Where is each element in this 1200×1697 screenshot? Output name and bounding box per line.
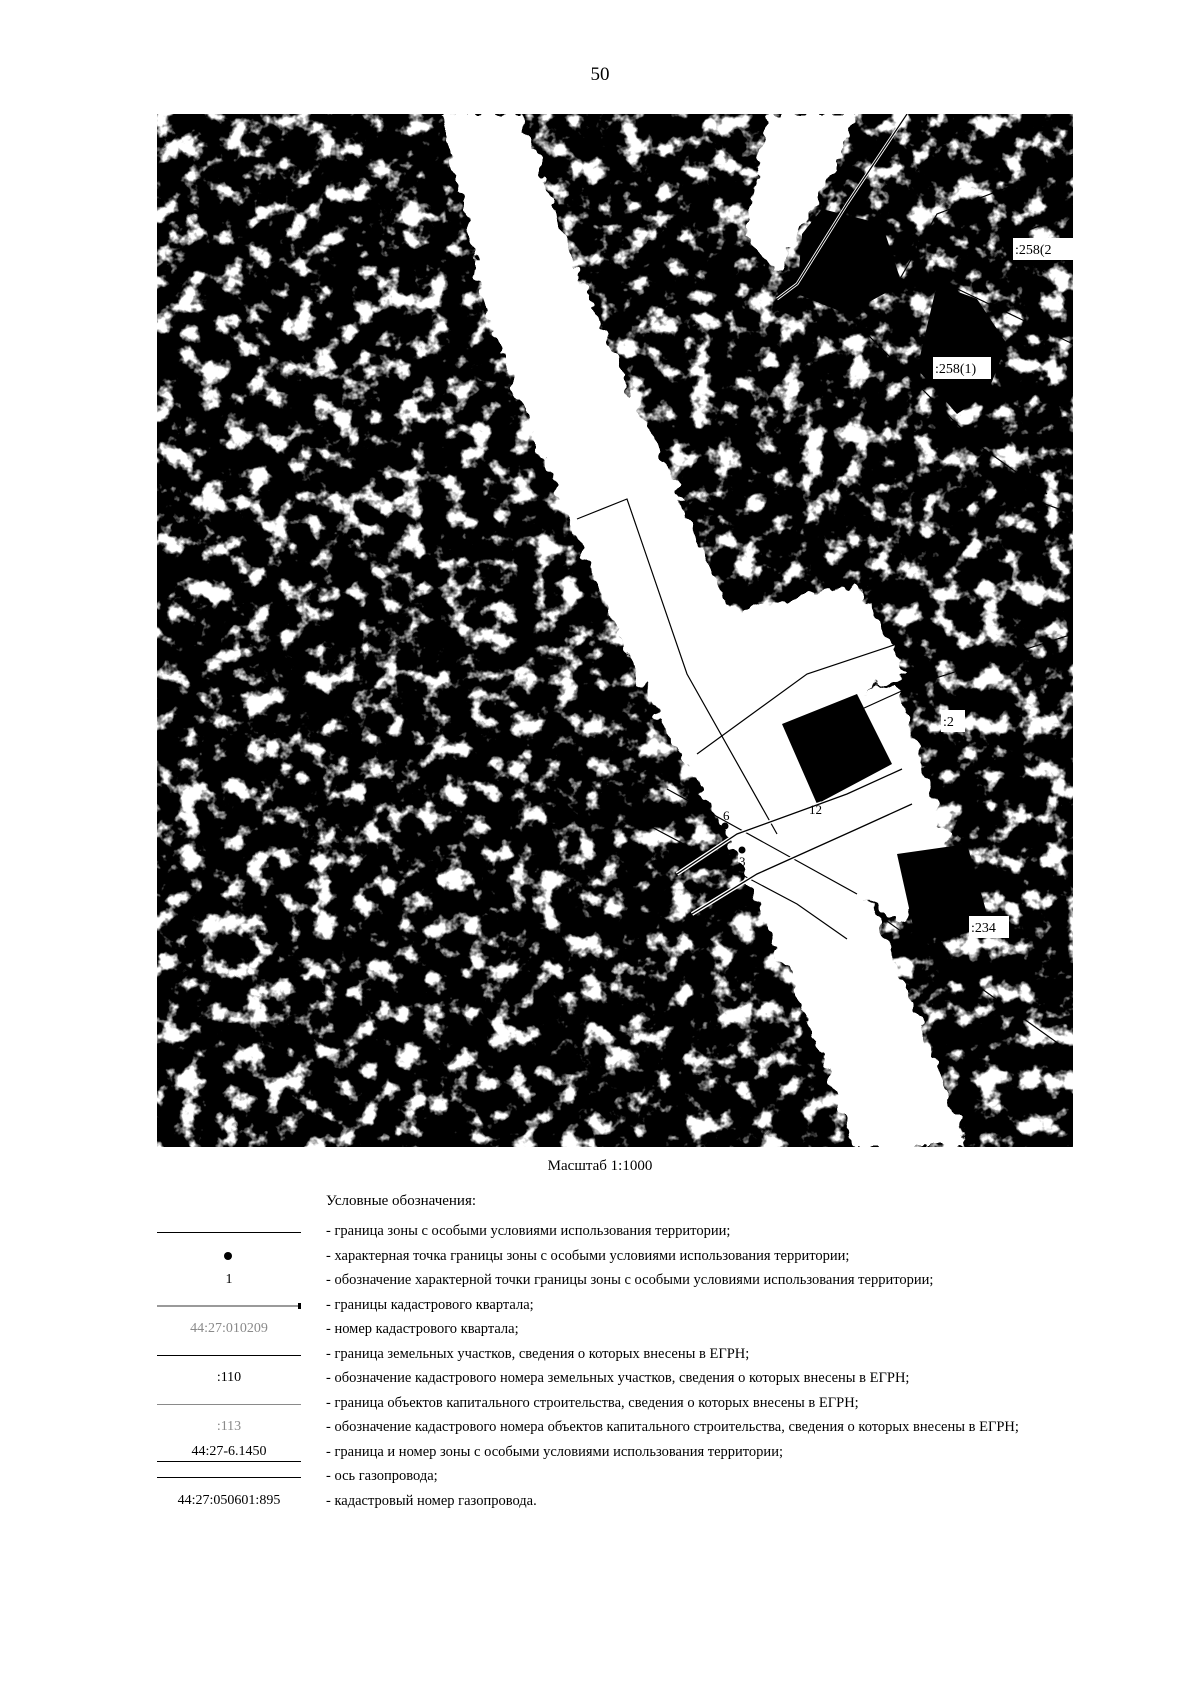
legend-row: [157, 1367, 1157, 1392]
legend-text: - границы кадастрового квартала;: [326, 1296, 534, 1313]
legend-text: - обозначение кадастрового номера объектов капитального строительства, сведения о которых внесены в ЕГРН;: [326, 1419, 1019, 1435]
point-label-3: 3: [739, 854, 746, 869]
cadastral-quarter-number-symbol: 44:27:010209: [190, 1321, 268, 1336]
legend-row: [157, 1318, 1157, 1343]
point-label-9: 9: [841, 762, 848, 777]
zone-boundary-line-symbol: [157, 1232, 301, 1233]
legend-title: Условные обозначения:: [326, 1193, 477, 1209]
aerial-map: [157, 114, 1073, 1147]
legend: [157, 1220, 1157, 1514]
land-plot-number-symbol: :110: [216, 1370, 242, 1385]
boundary-point-7: [822, 769, 829, 776]
boundary-point-8: [830, 766, 837, 773]
legend-text: - номер кадастрового квартала;: [326, 1321, 519, 1337]
legend-row: [157, 1220, 1157, 1245]
legend-row: [157, 1245, 1157, 1270]
zone-number-symbol: 44:27-6.1450: [157, 1444, 301, 1460]
point-label-6: 6: [723, 808, 730, 823]
legend-text: - характерная точка границы зоны с особыми условиями использования территории;: [326, 1247, 850, 1264]
legend-row: [157, 1490, 1157, 1515]
gas-pipeline-number-symbol: 44:27:050601:895: [177, 1492, 281, 1508]
foliage-texture: [157, 114, 1073, 1147]
cadastral-quarter-line-symbol: [157, 1305, 301, 1307]
page-number: 50: [590, 64, 610, 85]
legend-row: [157, 1269, 1157, 1294]
parcel-label-2: :2: [943, 715, 954, 730]
legend-row: [157, 1392, 1157, 1417]
legend-text: - ось газопровода;: [326, 1468, 438, 1484]
legend-text: - обозначение кадастрового номера земельных участков, сведения о которых внесены в ЕГРН;: [326, 1370, 910, 1386]
boundary-point-6: [722, 823, 729, 830]
point-label-8: 8: [831, 748, 838, 763]
boundary-point-3: [739, 847, 746, 854]
point-number-symbol: 1: [225, 1272, 233, 1287]
legend-text: - граница и номер зоны с особыми условиями использования территории;: [326, 1443, 783, 1460]
legend-row: [157, 1465, 1157, 1490]
legend-text: - граница земельных участков, сведения о которых внесены в ЕГРН;: [326, 1345, 750, 1362]
legend-text: - граница зоны с особыми условиями использования территории;: [326, 1223, 731, 1239]
legend-row: [157, 1441, 1157, 1466]
legend-text: - кадастровый номер газопровода.: [326, 1492, 537, 1509]
legend-text: - обозначение характерной точки границы зоны с особыми условиями использования территории;: [326, 1272, 934, 1288]
land-plot-boundary-symbol: [157, 1355, 301, 1356]
legend-row: [157, 1416, 1157, 1441]
gas-pipeline-axis-symbol: [157, 1477, 301, 1478]
legend-text: - граница объектов капитального строительства, сведения о которых внесены в ЕГРН;: [326, 1394, 859, 1411]
point-label-7: 7: [819, 752, 826, 767]
characteristic-point-symbol: [224, 1252, 232, 1260]
legend-row: [157, 1343, 1157, 1368]
boundary-point-12: [818, 795, 825, 802]
parcel-label-258-2: :258(2: [1015, 243, 1052, 258]
point-label-12: 12: [809, 802, 822, 817]
building-boundary-symbol: [157, 1404, 301, 1405]
parcel-label-234: :234: [971, 921, 996, 936]
parcel-label-258-1: :258(1): [935, 362, 977, 377]
map-scale: Масштаб 1:1000: [547, 1158, 653, 1174]
legend-row: [157, 1294, 1157, 1319]
building-number-symbol: :113: [216, 1419, 242, 1434]
